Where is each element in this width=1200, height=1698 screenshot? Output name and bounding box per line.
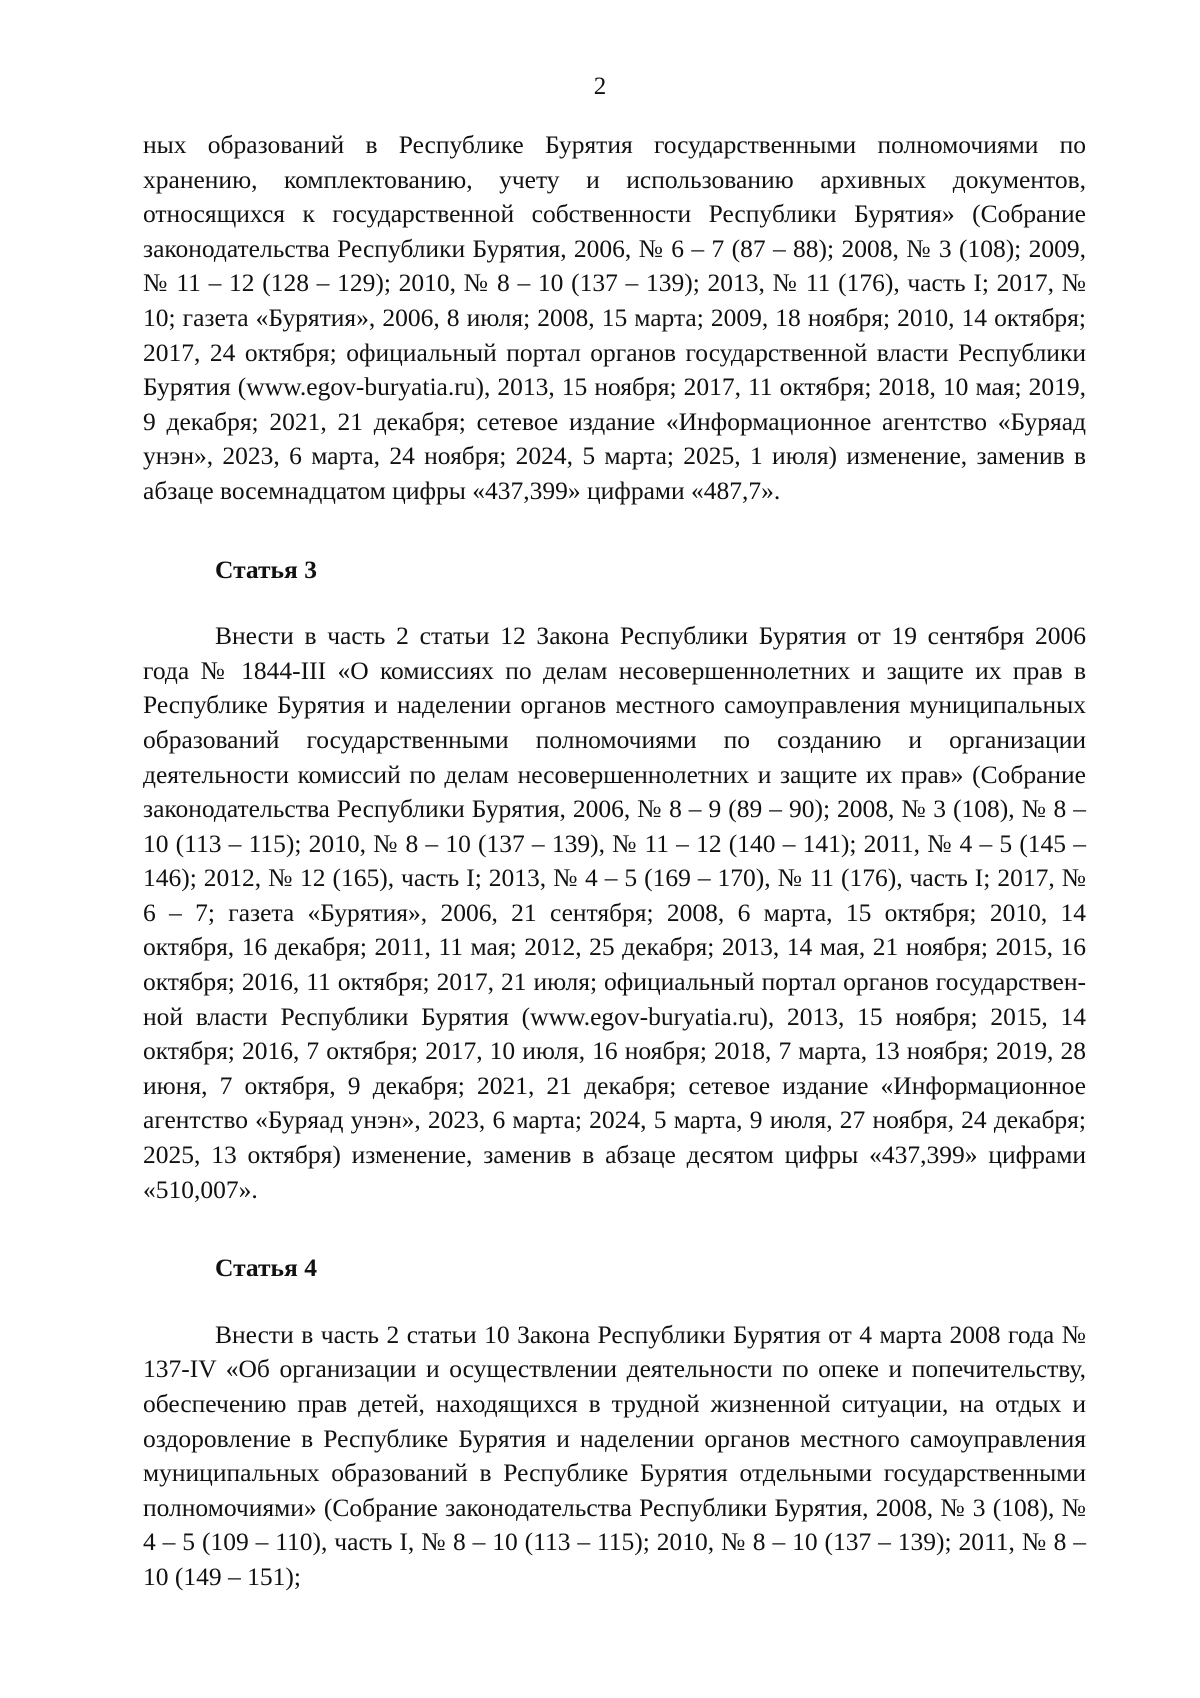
article-3-heading: Статья 3 — [215, 554, 317, 584]
page-number: 2 — [593, 73, 607, 100]
article-4-heading: Статья 4 — [215, 1253, 317, 1283]
article-4-text: Внести в часть 2 статьи 10 Закона Республики Бурятия от 4 марта 2008 года № 137-IV «Об организации и осуществлении деятельности по опеке и попечительству, обеспечению прав детей, находящихся в трудной жизненной ситуации, на отдых и оздоровление в Республике Бурятия и наделении органов местного самоуправления муниципальных образований в Республике Бурятия отдельными государственными полномочиями» (Собрание законодательства Республики Бурятия, 2008, № 3 (108), № 4 – 5 (109 – 110), часть I, № 8 – 10 (113 – 115); 2010, № 8 – 10 (137 – 139); 2011, № 8 – 10 (149 – 151); — [143, 1319, 1086, 1591]
document-body — [143, 128, 1086, 1595]
article-3-text: Внести в часть 2 статьи 12 Закона Республики Бурятия от 19 сентября 2006 года № 1844-III «О комиссиях по делам несовершеннолетних и защите их прав в Республике Бурятия и наделении органов местного самоуправления муниципальных образований государственными полномочиями по созданию и организации деятельности комиссий по делам несовершеннолетних и защите их прав» (Собрание законодательства Республики Бурятия, 2006, № 8 – 9 (89 – 90); 2008, № 3 (108), № 8 – 10 (113 – 115); 2010, № 8 – 10 (137 – 139), № 11 – 12 (140 – 141); 2011, № 4 – 5 (145 – 146); 2012, № 12 (165), часть I; 2013, № 4 – 5 (169 – 170), № 11 (176), часть I; 2017, № 6 – 7; газета «Бурятия», 2006, 21 сентября; 2008, 6 марта, 15 октября; 2010, 14 октября, 16 декабря; 2011, 11 мая; 2012, 25 декабря; 2013, 14 мая, 21 ноября; 2015, 16 октября; 2016, 11 октября; 2017, 21 июля; официальный портал органов государственной власти Республики Бурятия (www.egov-buryatia.ru), 2013, 15 ноября; 2015, 14 октября; 2016, 7 октября; 2017, 10 июля, 16 ноября; 2018, 7 марта, 13 ноября; 2019, 28 июня, 7 октября, 9 декабря; 2021, 21 декабря; сетевое издание «Информационное агентство «Буряад унэн», 2023, 6 марта; 2024, 5 марта, 9 июля, 27 ноября, 24 декабря; 2025, 13 октября) изменение, заменив в абзаце десятом цифры «437,399» цифрами «510,007». — [143, 621, 1086, 1204]
paragraph-continuation: ных образований в Республике Бурятия государственными полномочиями по хранению, комплектованию, учету и использованию архивных документов, относящихся к государственной собственности Республики Бурятия» (Собрание законодательства Республики Бурятия, 2006, № 6 – 7 (87 – 88); 2008, № 3 (108); 2009, № 11 – 12 (128 – 129); 2010, № 8 – 10 (137 – 139); 2013, № 11 (176), часть I; 2017, № 10; газета «Бурятия», 2006, 8 июля; 2008, 15 марта; 2009, 18 ноября; 2010, 14 октября; 2017, 24 октября; официальный портал органов государственной власти Республики Бурятия (www.egov-buryatia.ru), 2013, 15 ноября; 2017, 11 октября; 2018, 10 мая; 2019, 9 декабря; 2021, 21 декабря; сетевое издание «Информационное агентство «Буряад унэн», 2023, 6 марта, 24 ноября; 2024, 5 марта; 2025, 1 июля) изменение, заменив в абзаце восемнадцатом цифры «437,399» цифрами «487,7». — [143, 130, 1086, 505]
